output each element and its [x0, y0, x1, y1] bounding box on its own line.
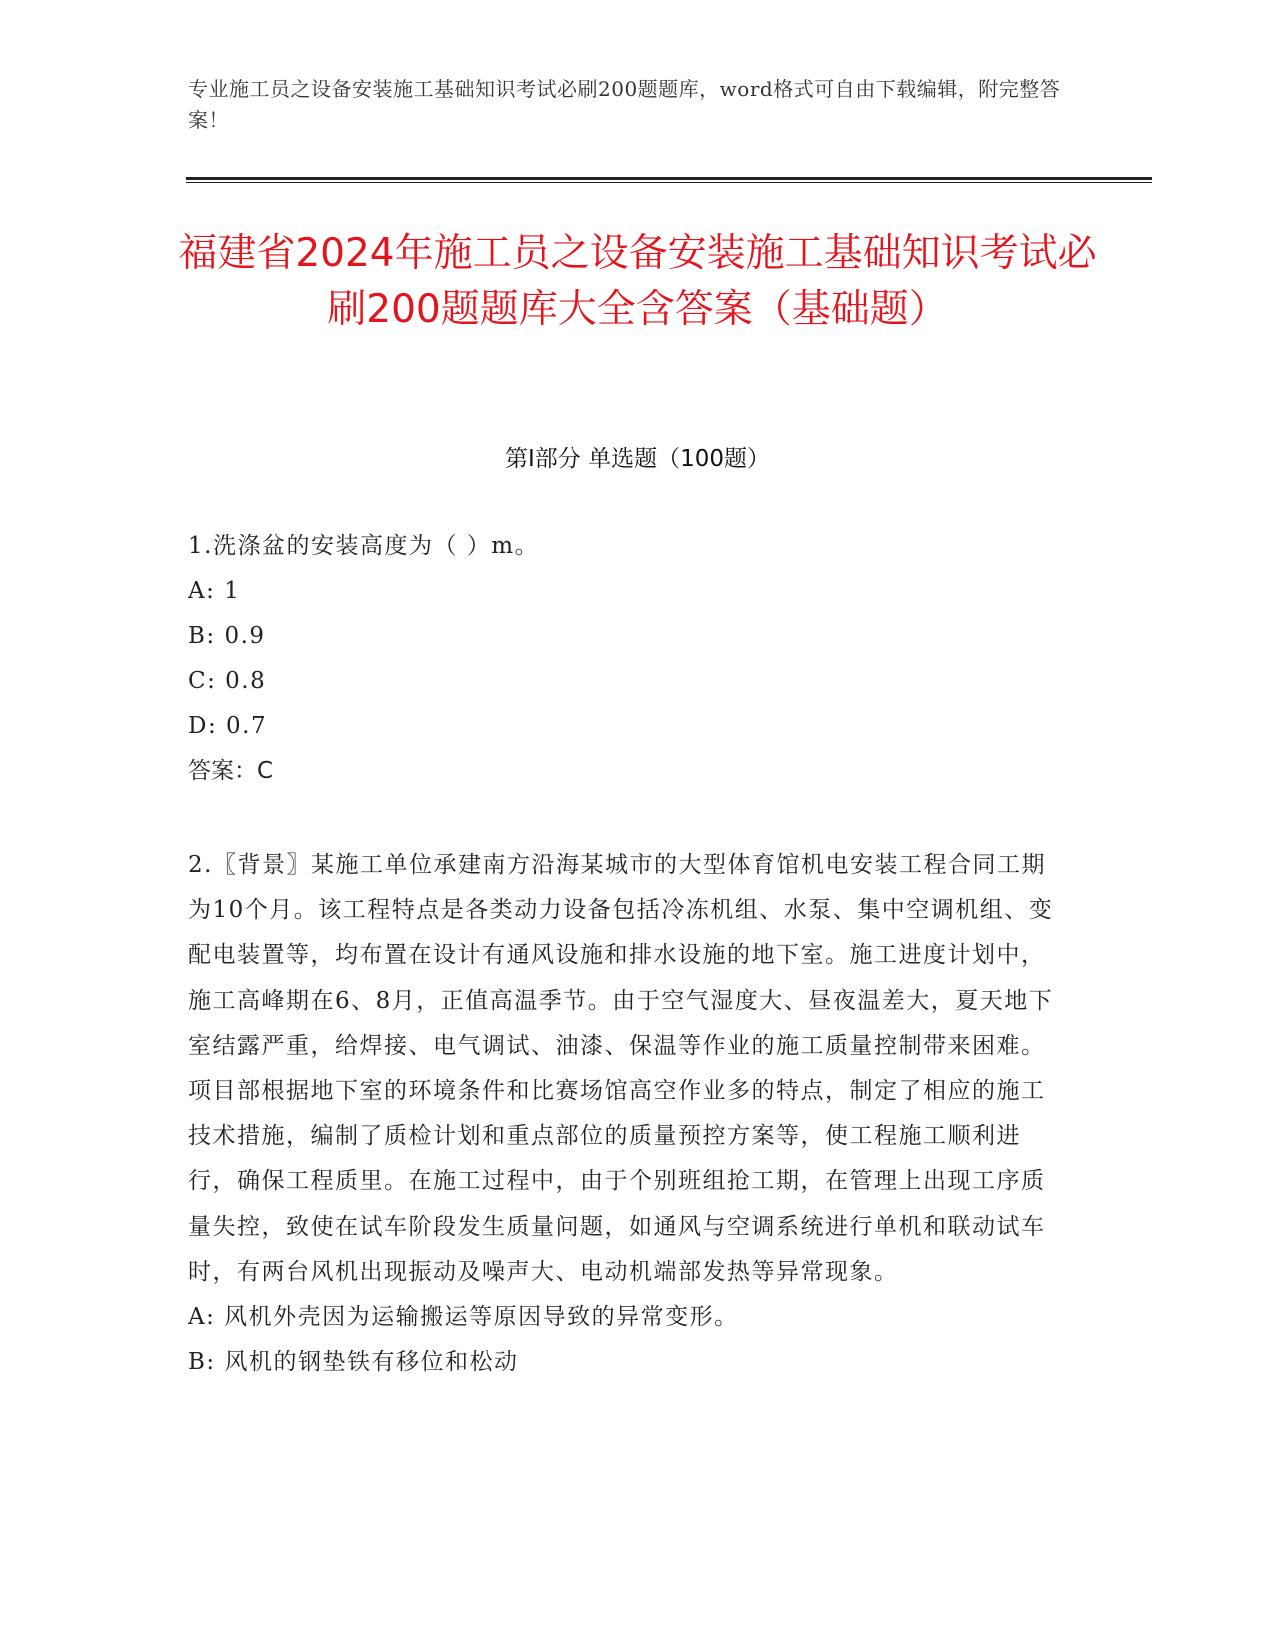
option-b: B: 风机的钢垫铁有移位和松动: [188, 1349, 519, 1376]
section-title: 第Ⅰ部分 单选题（100题）: [505, 446, 770, 472]
document-title: 福建省2024年施工员之设备安装施工基础知识考试必刷200题题库大全含答案（基础题）: [178, 231, 1097, 332]
option-a: A: 风机外壳因为运输搬运等原因导致的异常变形。: [188, 1304, 739, 1331]
option-c: C: 0.8: [188, 668, 267, 694]
option-a: A: 1: [188, 578, 241, 604]
question-stem: 2.〖背景〗某施工单位承建南方沿海某城市的大型体育馆机电安装工程合同工期为10个月。该工程特点是各类动力设备包括冷冻机组、水泵、集中空调机组、变配电装置等，均布置在设计有通风设施和排水设施的地下室。施工进度计划中，施工高峰期在6、8月，正值高温季节。由于空气湿度大、昼夜温差大，夏天地下室结露严重，给焊接、电气调试、油漆、保温等作业的施工质量控制带来困难。项目部根据地下室的环境条件和比赛场馆高空作业多的特点，制定了相应的施工技术措施，编制了质检计划和重点部位的质量预控方案等，使工程施工顺利进行，确保工程质里。在施工过程中，由于个别班组抢工期，在管理上出现工序质量失控，致使在试车阶段发生质量问题，如通风与空调系统进行单机和联动试车时，有两台风机出现振动及噪声大、电动机端部发热等异常现象。: [188, 852, 1054, 1285]
question-1: [188, 524, 1068, 794]
header-note: 专业施工员之设备安装施工基础知识考试必刷200题题库，word格式可自由下载编辑，附完整答案！: [188, 77, 1061, 132]
option-d: D: 0.7: [188, 713, 268, 739]
answer: 答案：C: [188, 758, 274, 784]
header-divider-thick: [186, 177, 1152, 180]
header-divider-thin: [186, 182, 1152, 183]
question-2: [188, 843, 1068, 1385]
option-b: B: 0.9: [188, 623, 266, 649]
question-stem: 1.洗涤盆的安装高度为（ ）m。: [188, 533, 540, 559]
